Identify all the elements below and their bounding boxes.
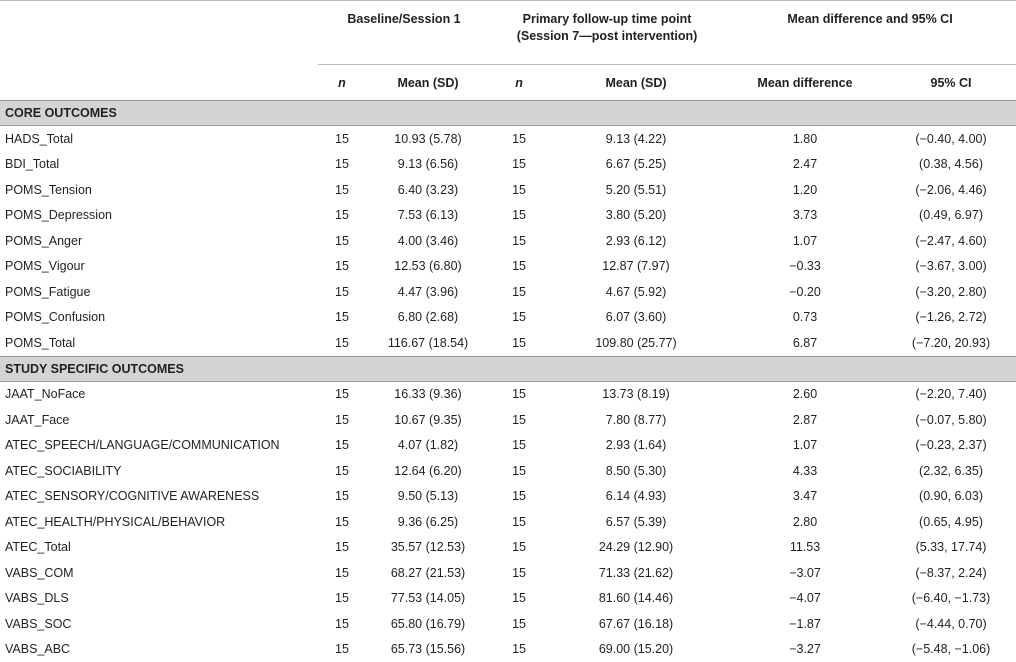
cell-n-baseline: 15	[318, 279, 366, 305]
cell-mean-sd-baseline: 4.47 (3.96)	[366, 279, 490, 305]
column-header-row	[0, 65, 1016, 101]
table-row	[0, 509, 1016, 535]
cell-n-followup: 15	[490, 535, 548, 561]
cell-ci: (−5.48, −1.06)	[886, 637, 1016, 662]
group-followup-line1: Primary follow-up time point	[523, 12, 692, 26]
table-row	[0, 586, 1016, 612]
table-row	[0, 484, 1016, 510]
cell-mean-sd-baseline: 116.67 (18.54)	[366, 330, 490, 356]
cell-mean-sd-baseline: 9.50 (5.13)	[366, 484, 490, 510]
cell-outcome-label: JAAT_Face	[0, 407, 318, 433]
cell-mean-difference: 1.20	[724, 177, 886, 203]
cell-outcome-label: BDI_Total	[0, 152, 318, 178]
cell-ci: (−7.20, 20.93)	[886, 330, 1016, 356]
cell-mean-difference: −3.07	[724, 560, 886, 586]
cell-mean-sd-followup: 81.60 (14.46)	[548, 586, 724, 612]
cell-ci: (−1.26, 2.72)	[886, 305, 1016, 331]
cell-outcome-label: POMS_Total	[0, 330, 318, 356]
table-row	[0, 152, 1016, 178]
cell-n-baseline: 15	[318, 228, 366, 254]
cell-mean-sd-baseline: 10.93 (5.78)	[366, 126, 490, 152]
cell-ci: (0.90, 6.03)	[886, 484, 1016, 510]
cell-mean-difference: −3.27	[724, 637, 886, 662]
cell-mean-sd-baseline: 65.80 (16.79)	[366, 611, 490, 637]
cell-n-baseline: 15	[318, 458, 366, 484]
cell-n-baseline: 15	[318, 407, 366, 433]
cell-mean-sd-baseline: 35.57 (12.53)	[366, 535, 490, 561]
cell-mean-sd-followup: 24.29 (12.90)	[548, 535, 724, 561]
cell-n-baseline: 15	[318, 152, 366, 178]
cell-outcome-label: HADS_Total	[0, 126, 318, 152]
cell-n-followup: 15	[490, 611, 548, 637]
cell-ci: (−4.44, 0.70)	[886, 611, 1016, 637]
col-header-n-followup: n	[490, 65, 548, 101]
table-row	[0, 560, 1016, 586]
cell-mean-difference: 0.73	[724, 305, 886, 331]
cell-mean-difference: 1.80	[724, 126, 886, 152]
cell-mean-difference: −1.87	[724, 611, 886, 637]
cell-n-baseline: 15	[318, 126, 366, 152]
table-row	[0, 279, 1016, 305]
cell-mean-sd-baseline: 6.80 (2.68)	[366, 305, 490, 331]
cell-mean-sd-followup: 13.73 (8.19)	[548, 381, 724, 407]
cell-n-followup: 15	[490, 152, 548, 178]
cell-outcome-label: VABS_COM	[0, 560, 318, 586]
table-row	[0, 228, 1016, 254]
col-header-n-baseline: n	[318, 65, 366, 101]
cell-n-baseline: 15	[318, 305, 366, 331]
cell-ci: (−2.47, 4.60)	[886, 228, 1016, 254]
group-header-baseline	[318, 1, 490, 65]
cell-outcome-label: POMS_Confusion	[0, 305, 318, 331]
cell-mean-sd-followup: 67.67 (16.18)	[548, 611, 724, 637]
cell-mean-sd-baseline: 7.53 (6.13)	[366, 203, 490, 229]
cell-outcome-label: POMS_Depression	[0, 203, 318, 229]
cell-n-baseline: 15	[318, 586, 366, 612]
cell-n-followup: 15	[490, 484, 548, 510]
cell-mean-sd-followup: 6.67 (5.25)	[548, 152, 724, 178]
cell-n-baseline: 15	[318, 637, 366, 662]
cell-outcome-label: ATEC_SOCIABILITY	[0, 458, 318, 484]
cell-mean-difference: 6.87	[724, 330, 886, 356]
group-followup-line2: (Session 7—post intervention)	[517, 29, 698, 43]
table-row	[0, 305, 1016, 331]
table-row	[0, 177, 1016, 203]
cell-mean-sd-baseline: 6.40 (3.23)	[366, 177, 490, 203]
table-row	[0, 407, 1016, 433]
cell-n-baseline: 15	[318, 254, 366, 280]
cell-n-followup: 15	[490, 177, 548, 203]
cell-n-baseline: 15	[318, 484, 366, 510]
cell-n-followup: 15	[490, 407, 548, 433]
cell-mean-sd-baseline: 65.73 (15.56)	[366, 637, 490, 662]
cell-mean-difference: −0.20	[724, 279, 886, 305]
cell-n-baseline: 15	[318, 330, 366, 356]
cell-n-baseline: 15	[318, 535, 366, 561]
col-header-mean-difference: Mean difference	[724, 65, 886, 101]
cell-n-followup: 15	[490, 279, 548, 305]
cell-outcome-label: ATEC_HEALTH/PHYSICAL/BEHAVIOR	[0, 509, 318, 535]
cell-mean-difference: −0.33	[724, 254, 886, 280]
cell-ci: (−3.20, 2.80)	[886, 279, 1016, 305]
cell-mean-sd-followup: 6.14 (4.93)	[548, 484, 724, 510]
cell-mean-sd-followup: 7.80 (8.77)	[548, 407, 724, 433]
cell-outcome-label: POMS_Vigour	[0, 254, 318, 280]
group-baseline-label: Baseline/Session 1	[347, 12, 460, 26]
cell-mean-difference: 2.47	[724, 152, 886, 178]
cell-ci: (−3.67, 3.00)	[886, 254, 1016, 280]
cell-mean-difference: 11.53	[724, 535, 886, 561]
cell-outcome-label: ATEC_SPEECH/LANGUAGE/COMMUNICATION	[0, 433, 318, 459]
cell-outcome-label: POMS_Tension	[0, 177, 318, 203]
cell-ci: (0.65, 4.95)	[886, 509, 1016, 535]
cell-n-baseline: 15	[318, 177, 366, 203]
cell-outcome-label: VABS_ABC	[0, 637, 318, 662]
section-header-row	[0, 101, 1016, 126]
cell-mean-sd-followup: 9.13 (4.22)	[548, 126, 724, 152]
cell-mean-difference: 4.33	[724, 458, 886, 484]
cell-mean-difference: 3.73	[724, 203, 886, 229]
cell-n-baseline: 15	[318, 381, 366, 407]
col-header-ci: 95% CI	[886, 65, 1016, 101]
group-header-difference	[724, 1, 1016, 65]
cell-n-baseline: 15	[318, 560, 366, 586]
cell-n-followup: 15	[490, 330, 548, 356]
cell-outcome-label: POMS_Fatigue	[0, 279, 318, 305]
cell-outcome-label: VABS_DLS	[0, 586, 318, 612]
cell-mean-sd-baseline: 68.27 (21.53)	[366, 560, 490, 586]
cell-mean-difference: 2.60	[724, 381, 886, 407]
cell-mean-sd-followup: 5.20 (5.51)	[548, 177, 724, 203]
cell-n-followup: 15	[490, 305, 548, 331]
cell-mean-sd-followup: 109.80 (25.77)	[548, 330, 724, 356]
cell-outcome-label: VABS_SOC	[0, 611, 318, 637]
cell-mean-sd-followup: 4.67 (5.92)	[548, 279, 724, 305]
cell-mean-sd-baseline: 4.00 (3.46)	[366, 228, 490, 254]
cell-mean-sd-baseline: 4.07 (1.82)	[366, 433, 490, 459]
cell-mean-sd-followup: 69.00 (15.20)	[548, 637, 724, 662]
table-row	[0, 330, 1016, 356]
table-row	[0, 433, 1016, 459]
cell-n-baseline: 15	[318, 611, 366, 637]
cell-mean-difference: 1.07	[724, 228, 886, 254]
cell-mean-sd-followup: 12.87 (7.97)	[548, 254, 724, 280]
cell-n-followup: 15	[490, 458, 548, 484]
cell-ci: (2.32, 6.35)	[886, 458, 1016, 484]
cell-ci: (0.38, 4.56)	[886, 152, 1016, 178]
cell-ci: (−0.40, 4.00)	[886, 126, 1016, 152]
empty-corner	[0, 1, 318, 65]
cell-n-baseline: 15	[318, 509, 366, 535]
group-header-followup	[490, 1, 724, 65]
cell-n-followup: 15	[490, 560, 548, 586]
cell-mean-sd-followup: 3.80 (5.20)	[548, 203, 724, 229]
cell-ci: (−8.37, 2.24)	[886, 560, 1016, 586]
group-header-row	[0, 1, 1016, 65]
cell-mean-sd-baseline: 9.13 (6.56)	[366, 152, 490, 178]
cell-mean-difference: 3.47	[724, 484, 886, 510]
cell-mean-difference: 2.87	[724, 407, 886, 433]
cell-mean-sd-followup: 6.57 (5.39)	[548, 509, 724, 535]
cell-outcome-label: ATEC_SENSORY/COGNITIVE AWARENESS	[0, 484, 318, 510]
section-title: CORE OUTCOMES	[0, 101, 1016, 126]
cell-ci: (−6.40, −1.73)	[886, 586, 1016, 612]
table-row	[0, 637, 1016, 662]
cell-n-followup: 15	[490, 203, 548, 229]
cell-ci: (−2.06, 4.46)	[886, 177, 1016, 203]
table-row	[0, 611, 1016, 637]
cell-mean-sd-followup: 2.93 (6.12)	[548, 228, 724, 254]
col-header-mean-followup: Mean (SD)	[548, 65, 724, 101]
cell-mean-sd-baseline: 12.53 (6.80)	[366, 254, 490, 280]
cell-outcome-label: JAAT_NoFace	[0, 381, 318, 407]
table-row	[0, 126, 1016, 152]
cell-mean-sd-baseline: 16.33 (9.36)	[366, 381, 490, 407]
cell-ci: (5.33, 17.74)	[886, 535, 1016, 561]
cell-n-followup: 15	[490, 228, 548, 254]
cell-mean-difference: 2.80	[724, 509, 886, 535]
cell-n-followup: 15	[490, 433, 548, 459]
cell-outcome-label: ATEC_Total	[0, 535, 318, 561]
table-row	[0, 458, 1016, 484]
col-header-mean-baseline: Mean (SD)	[366, 65, 490, 101]
section-header-row	[0, 356, 1016, 381]
cell-ci: (−0.23, 2.37)	[886, 433, 1016, 459]
cell-outcome-label: POMS_Anger	[0, 228, 318, 254]
group-diff-label: Mean difference and 95% CI	[787, 12, 952, 26]
cell-ci: (−2.20, 7.40)	[886, 381, 1016, 407]
cell-mean-difference: −4.07	[724, 586, 886, 612]
cell-n-followup: 15	[490, 254, 548, 280]
cell-mean-sd-baseline: 10.67 (9.35)	[366, 407, 490, 433]
cell-n-followup: 15	[490, 637, 548, 662]
table-row	[0, 381, 1016, 407]
cell-n-followup: 15	[490, 586, 548, 612]
cell-n-followup: 15	[490, 126, 548, 152]
cell-mean-sd-followup: 2.93 (1.64)	[548, 433, 724, 459]
cell-n-followup: 15	[490, 381, 548, 407]
cell-mean-sd-followup: 71.33 (21.62)	[548, 560, 724, 586]
table-row	[0, 535, 1016, 561]
table-row	[0, 254, 1016, 280]
cell-mean-sd-baseline: 12.64 (6.20)	[366, 458, 490, 484]
section-title: STUDY SPECIFIC OUTCOMES	[0, 356, 1016, 381]
cell-mean-sd-baseline: 9.36 (6.25)	[366, 509, 490, 535]
cell-mean-sd-followup: 6.07 (3.60)	[548, 305, 724, 331]
cell-mean-sd-followup: 8.50 (5.30)	[548, 458, 724, 484]
cell-ci: (−0.07, 5.80)	[886, 407, 1016, 433]
label-column-header	[0, 65, 318, 101]
cell-n-baseline: 15	[318, 203, 366, 229]
cell-mean-sd-baseline: 77.53 (14.05)	[366, 586, 490, 612]
cell-ci: (0.49, 6.97)	[886, 203, 1016, 229]
cell-mean-difference: 1.07	[724, 433, 886, 459]
table-row	[0, 203, 1016, 229]
cell-n-baseline: 15	[318, 433, 366, 459]
cell-n-followup: 15	[490, 509, 548, 535]
